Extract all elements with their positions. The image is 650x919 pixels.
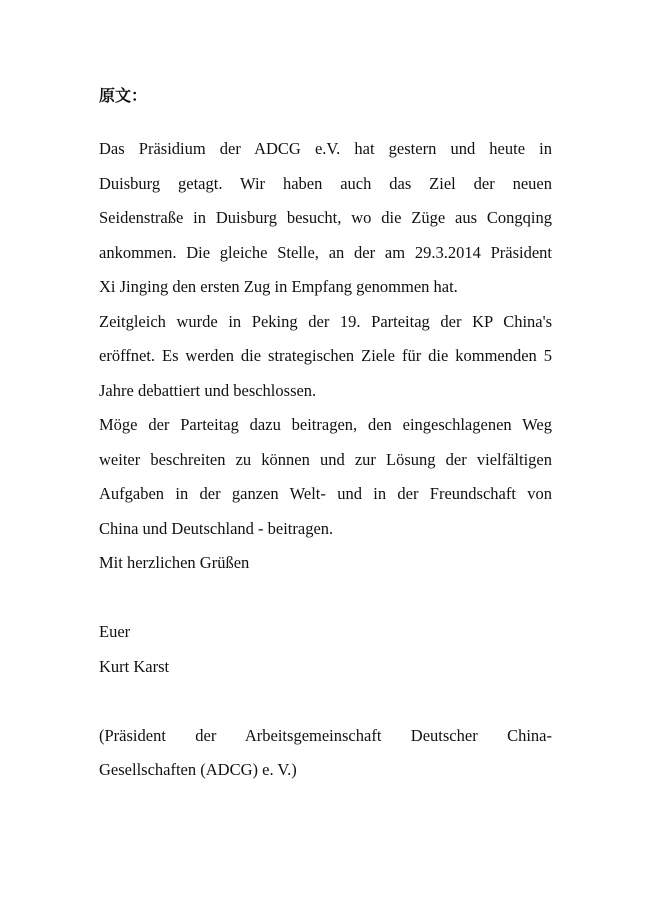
text-line: Aufgaben in der ganzen Welt- und in der Freundschaft von xyxy=(99,484,552,503)
text-line: Zeitgleich wurde in Peking der 19. Parteitag der KP China's xyxy=(99,311,552,331)
text-line: Möge der Parteitag dazu beitragen, den eingeschlagenen Weg xyxy=(99,415,552,434)
document-page xyxy=(99,84,552,788)
text-line: Jahre debattiert und beschlossen. xyxy=(99,380,317,400)
signature-role-line: (Präsident der Arbeitsgemeinschaft Deutscher China- xyxy=(99,725,552,745)
closing-block xyxy=(99,546,552,788)
text-line: Seidenstraße in Duisburg besucht, wo die Züge aus Congqing xyxy=(99,208,552,227)
document-heading: 原文： xyxy=(99,86,148,105)
salutation-line: Euer xyxy=(99,622,131,641)
text-line: Duisburg getagt. Wir haben auch das Ziel der neuen xyxy=(99,173,552,193)
paragraph-wishes xyxy=(99,408,552,546)
spacer xyxy=(99,684,552,719)
closing-line: Mit herzlichen Grüßen xyxy=(99,553,250,572)
text-line: weiter beschreiten zu können und zur Lösung der vielfältigen xyxy=(99,449,552,469)
text-line: Xi Jinging den ersten Zug in Empfang genommen hat. xyxy=(99,277,458,296)
paragraph-visit xyxy=(99,132,552,305)
paragraph-party-congress xyxy=(99,305,552,409)
signature-name: Kurt Karst xyxy=(99,656,170,676)
signature-role-line: Gesellschaften (ADCG) e. V.) xyxy=(99,760,297,779)
text-line: eröffnet. Es werden die strategischen Ziele für die kommenden 5 xyxy=(99,346,552,365)
text-line: ankommen. Die gleiche Stelle, an der am 29.3.2014 Präsident xyxy=(99,242,552,262)
text-line: China und Deutschland - beitragen. xyxy=(99,518,334,538)
text-line: Das Präsidium der ADCG e.V. hat gestern und heute in xyxy=(99,139,552,158)
spacer xyxy=(99,581,552,616)
